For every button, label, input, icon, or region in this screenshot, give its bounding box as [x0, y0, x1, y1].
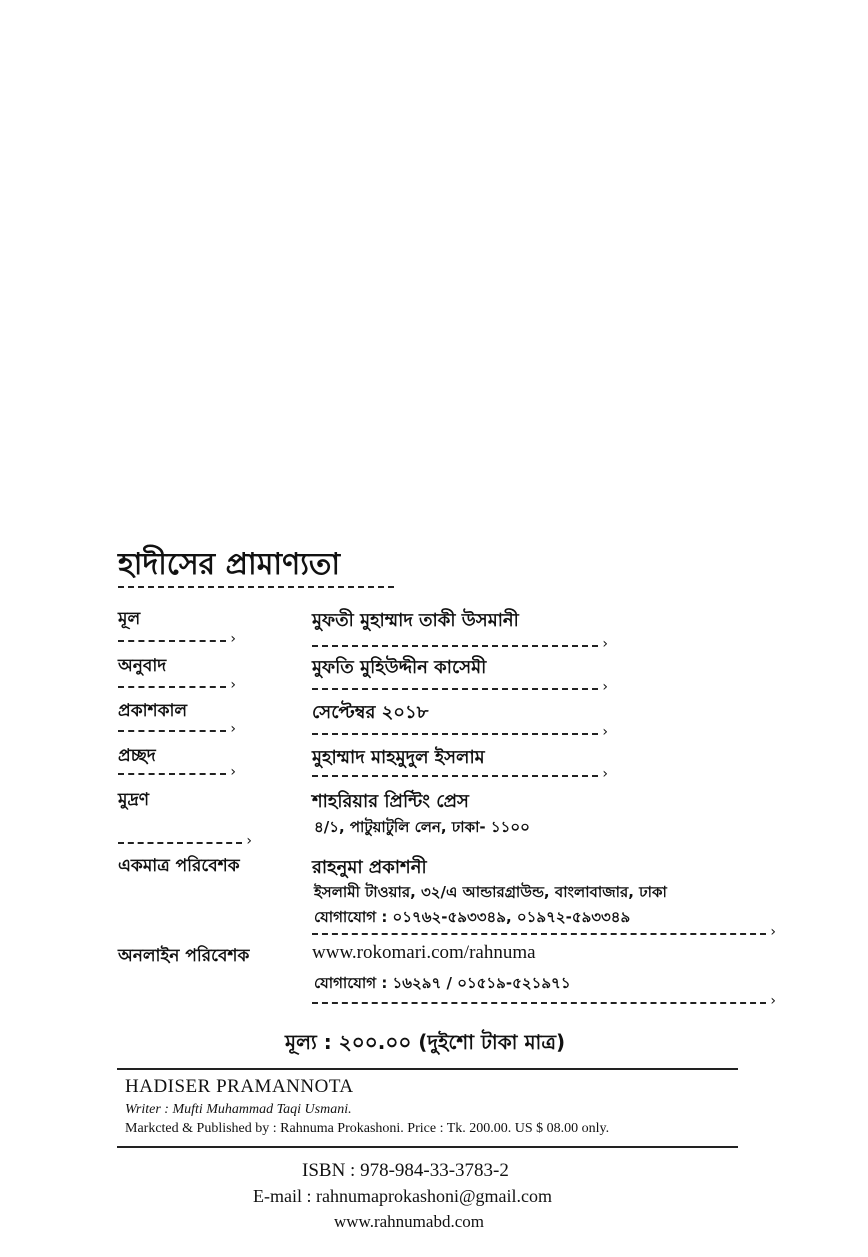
- book-title: হাদীসের প্রামাণ্যতা: [118, 547, 341, 582]
- dotted-arrow: ›: [118, 635, 236, 647]
- value-publication-date: সেপ্টেম্বর ২০১৮: [312, 702, 429, 723]
- english-publisher: Markcted & Published by : Rahnuma Prokashoni. Price : Tk. 200.00. US $ 08.00 only.: [125, 1121, 610, 1136]
- value-original-author: মুফতী মুহাম্মাদ তাকী উসমানী: [312, 610, 519, 631]
- value-cover-design: মুহাম্মাদ মাহমুদুল ইসলাম: [312, 747, 485, 768]
- value-sole-distributor: রাহনুমা প্রকাশনী: [312, 857, 427, 878]
- distributor-contact: যোগাযোগ : ০১৭৬২-৫৯৩৩৪৯, ০১৯৭২-৫৯৩৩৪৯: [314, 908, 631, 926]
- online-contact: যোগাযোগ : ১৬২৯৭ / ০১৫১৯-৫২১৯৭১: [314, 974, 571, 992]
- dotted-arrow: ›: [118, 681, 236, 693]
- dotted-arrow: ›: [312, 928, 776, 940]
- label-printing: মুদ্রণ: [118, 790, 150, 810]
- dotted-arrow: ›: [312, 997, 776, 1009]
- website: www.rahnumabd.com: [334, 1212, 484, 1231]
- printing-address: ৪/১, পাটুয়াটুলি লেন, ঢাকা- ১১০০: [314, 818, 530, 836]
- value-online-distributor: www.rokomari.com/rahnuma: [312, 942, 536, 963]
- label-sole-distributor: একমাত্র পরিবেশক: [118, 856, 240, 876]
- dotted-arrow: ›: [312, 770, 608, 782]
- label-cover-design: প্রচ্ছদ: [118, 746, 156, 766]
- distributor-address: ইসলামী টাওয়ার, ৩২/এ আন্ডারগ্রাউন্ড, বাংলাবাজার, ঢাকা: [314, 883, 667, 901]
- label-translator: অনুবাদ: [118, 656, 167, 676]
- dotted-arrow: ›: [312, 640, 608, 652]
- value-translator: মুফতি মুহিউদ্দীন কাসেমী: [312, 657, 487, 678]
- dotted-arrow: ›: [118, 725, 236, 737]
- isbn: ISBN : 978-984-33-3783-2: [302, 1160, 509, 1181]
- dotted-arrow: ›: [118, 837, 252, 849]
- label-original-author: মূল: [118, 609, 141, 629]
- title-underline: [118, 586, 394, 588]
- email: E-mail : rahnumaprokashoni@gmail.com: [253, 1186, 553, 1206]
- dotted-arrow: ›: [118, 768, 236, 780]
- english-title: HADISER PRAMANNOTA: [125, 1076, 354, 1097]
- label-online-distributor: অনলাইন পরিবেশক: [118, 946, 250, 966]
- english-writer: Writer : Mufti Muhammad Taqi Usmani.: [125, 1102, 352, 1117]
- label-publication-date: প্রকাশকাল: [118, 701, 188, 721]
- price-bangla: মূল্য : ২০০.০০ (দুইশো টাকা মাত্র): [285, 1030, 566, 1054]
- value-printing: শাহরিয়ার প্রিন্টিং প্রেস: [312, 791, 469, 812]
- dotted-arrow: ›: [312, 683, 608, 695]
- dotted-arrow: ›: [312, 728, 608, 740]
- top-rule: [117, 1068, 738, 1070]
- bottom-rule: [117, 1146, 738, 1148]
